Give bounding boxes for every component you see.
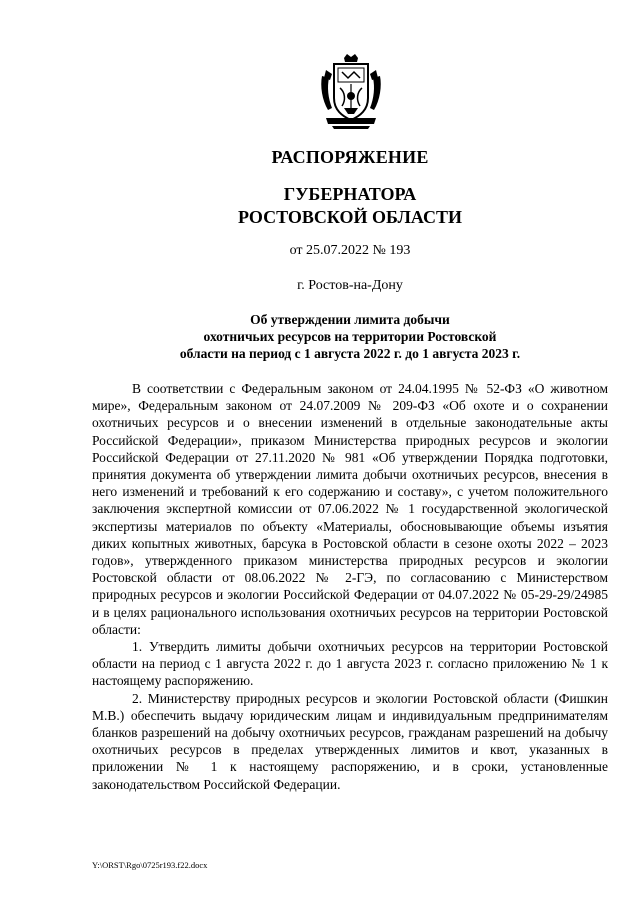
item-2-paragraph: 2. Министерству природных ресурсов и экологии Ростовской области (Фишкин М.В.) обеспечить выдачу юридическим лицам и индивидуальным предпринимателям бланков разрешений на добычу охотничьих ресурсов, гражданам разрешений на добычу охотничьих ресурсов в пределах утвержденных лимитов и квот, указанных в приложении № 1 к настоящему распоряжению, и в сроки, установленные законодательством Российской Федерации. (92, 690, 608, 792)
document-type-heading: РАСПОРЯЖЕНИЕ (271, 147, 429, 167)
title-line-2: охотничьих ресурсов на территории Ростовской (203, 329, 497, 344)
authority-line-1: ГУБЕРНАТОРА (283, 184, 417, 204)
title-line-3: области на период с 1 августа 2022 г. до 1 августа 2023 г. (179, 346, 521, 361)
document-city: г. Ростов-на-Дону (297, 278, 403, 293)
preamble-paragraph: В соответствии с Федеральным законом от 24.04.1995 № 52-ФЗ «О животном мире», Федеральным законом от 24.07.2009 № 209-ФЗ «Об охоте и о сохранении охотничьих ресурсов и о внесении изменений в отдельные законодательные акты Российской Федерации», приказом Министерства природных ресурсов и экологии Российской Федерации от 27.11.2020 № 981 «Об утверждении Порядка подготовки, принятия документа об утверждении лимита добычи охотничьих ресурсов, внесения в него изменений и требований к его содержанию и составу», с учетом положительного заключения экспертной комиссии от 07.06.2022 № 1 государственной экологической экспертизы материалов по объекту «Материалы, обосновывающие объемы изъятия диких копытных животных, барсука в Ростовской области в сезоне охоты 2022 – 2023 годов», утвержденного приказом министерства природных ресурсов и экологии Ростовской области от 08.06.2022 № 2-ГЭ, по согласованию с Министерством природных ресурсов и экологии Российской Федерации от 04.07.2022 № 05-29-29/24985 и в целях рационального использования охотничьих ресурсов на территории Ростовской области: (92, 381, 608, 637)
rostov-coat-of-arms-icon (318, 52, 384, 130)
document-title (0, 311, 640, 362)
issuing-authority (0, 183, 640, 229)
document-body (92, 380, 608, 793)
authority-line-2: РОСТОВСКОЙ ОБЛАСТИ (238, 207, 462, 227)
item-1-paragraph: 1. Утвердить лимиты добычи охотничьих ресурсов на территории Ростовской области на период с 1 августа 2022 г. до 1 августа 2023 г. согласно приложению № 1 к настоящему распоряжению. (92, 639, 608, 689)
file-path-footer: Y:\ORST\Rgo\0725r193.f22.docx (92, 860, 208, 870)
title-line-1: Об утверждении лимита добычи (250, 312, 450, 327)
document-date-number: от 25.07.2022 № 193 (289, 243, 411, 258)
